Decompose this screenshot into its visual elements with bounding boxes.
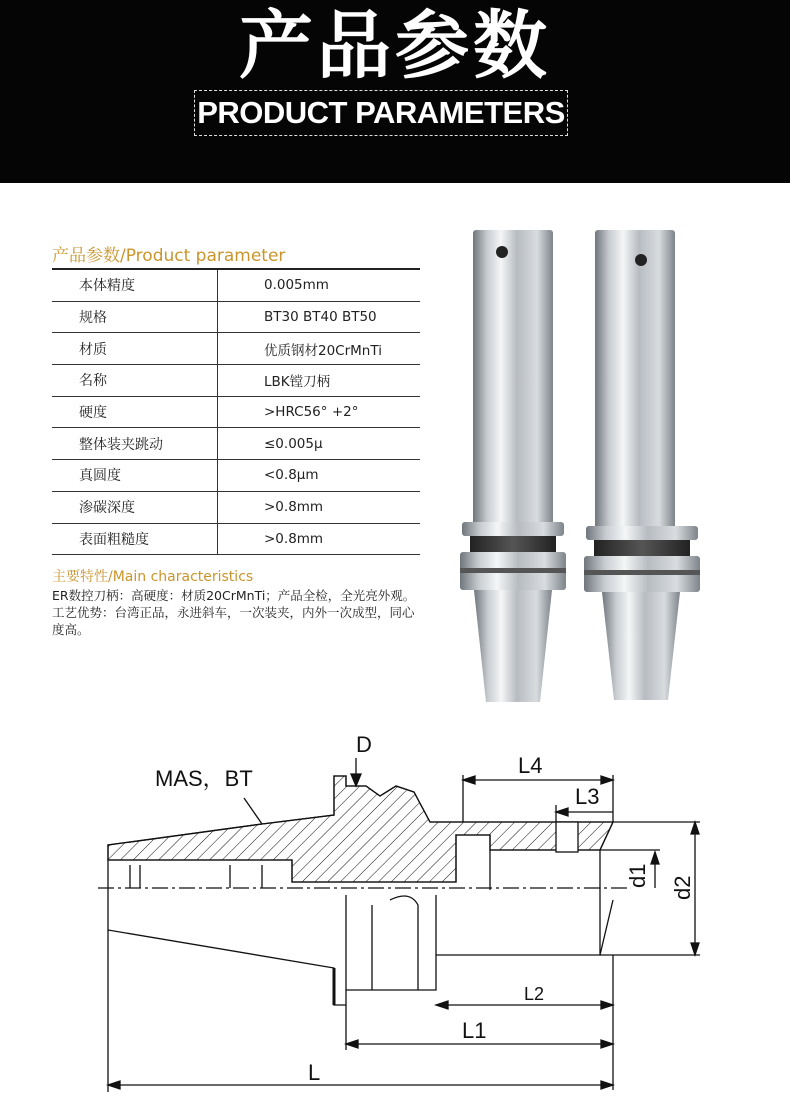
param-row <box>52 269 420 301</box>
label-taper: MAS，BT <box>155 766 253 791</box>
param-label: 渗碳深度 <box>52 491 218 523</box>
param-row <box>52 333 420 365</box>
param-value: >0.8mm <box>218 523 421 555</box>
param-row <box>52 396 420 428</box>
param-value: <0.8μm <box>218 460 421 492</box>
label-L4: L4 <box>518 753 543 778</box>
label-L2: L2 <box>524 984 545 1004</box>
param-label: 整体装夹跳动 <box>52 428 218 460</box>
param-value: 优质钢材20CrMnTi <box>218 333 421 365</box>
label-L3: L3 <box>575 784 600 809</box>
label-L: L <box>308 1060 321 1085</box>
product-photo-right <box>580 222 730 712</box>
page-title: 产品参数 <box>239 3 551 89</box>
params-section-title: 产品参数/Product parameter <box>52 246 286 266</box>
param-row <box>52 523 420 555</box>
param-label: 名称 <box>52 365 218 397</box>
label-d2: d2 <box>670 875 695 900</box>
param-row <box>52 460 420 492</box>
param-value: BT30 BT40 BT50 <box>218 301 421 333</box>
param-value: >HRC56° +2° <box>218 396 421 428</box>
param-label: 规格 <box>52 301 218 333</box>
param-value: >0.8mm <box>218 491 421 523</box>
params-table <box>52 268 420 555</box>
characteristics-title: 主要特性/Main characteristics <box>52 569 254 585</box>
param-row <box>52 365 420 397</box>
param-row <box>52 301 420 333</box>
param-label: 真圆度 <box>52 460 218 492</box>
param-label: 表面粗糙度 <box>52 523 218 555</box>
label-L1: L1 <box>462 1018 487 1043</box>
param-label: 材质 <box>52 333 218 365</box>
page-subtitle: PRODUCT PARAMETERS <box>197 95 565 130</box>
product-photo <box>440 222 600 712</box>
technical-drawing <box>0 700 790 1105</box>
label-D: D <box>356 732 372 757</box>
characteristics-text: ER数控刀柄：高硬度：材质20CrMnTi；产品全检，全光亮外观。工艺优势：台湾正品，永进斜车，一次装夹，内外一次成型，同心度高。 <box>52 588 416 637</box>
param-value: 0.005mm <box>218 269 421 301</box>
label-d1: d1 <box>625 863 650 888</box>
param-row <box>52 491 420 523</box>
param-value: ≤0.005μ <box>218 428 421 460</box>
tool-holder-left <box>460 230 566 702</box>
param-label: 硬度 <box>52 396 218 428</box>
param-row <box>52 428 420 460</box>
param-label: 本体精度 <box>52 269 218 301</box>
param-value: LBK镗刀柄 <box>218 365 421 397</box>
